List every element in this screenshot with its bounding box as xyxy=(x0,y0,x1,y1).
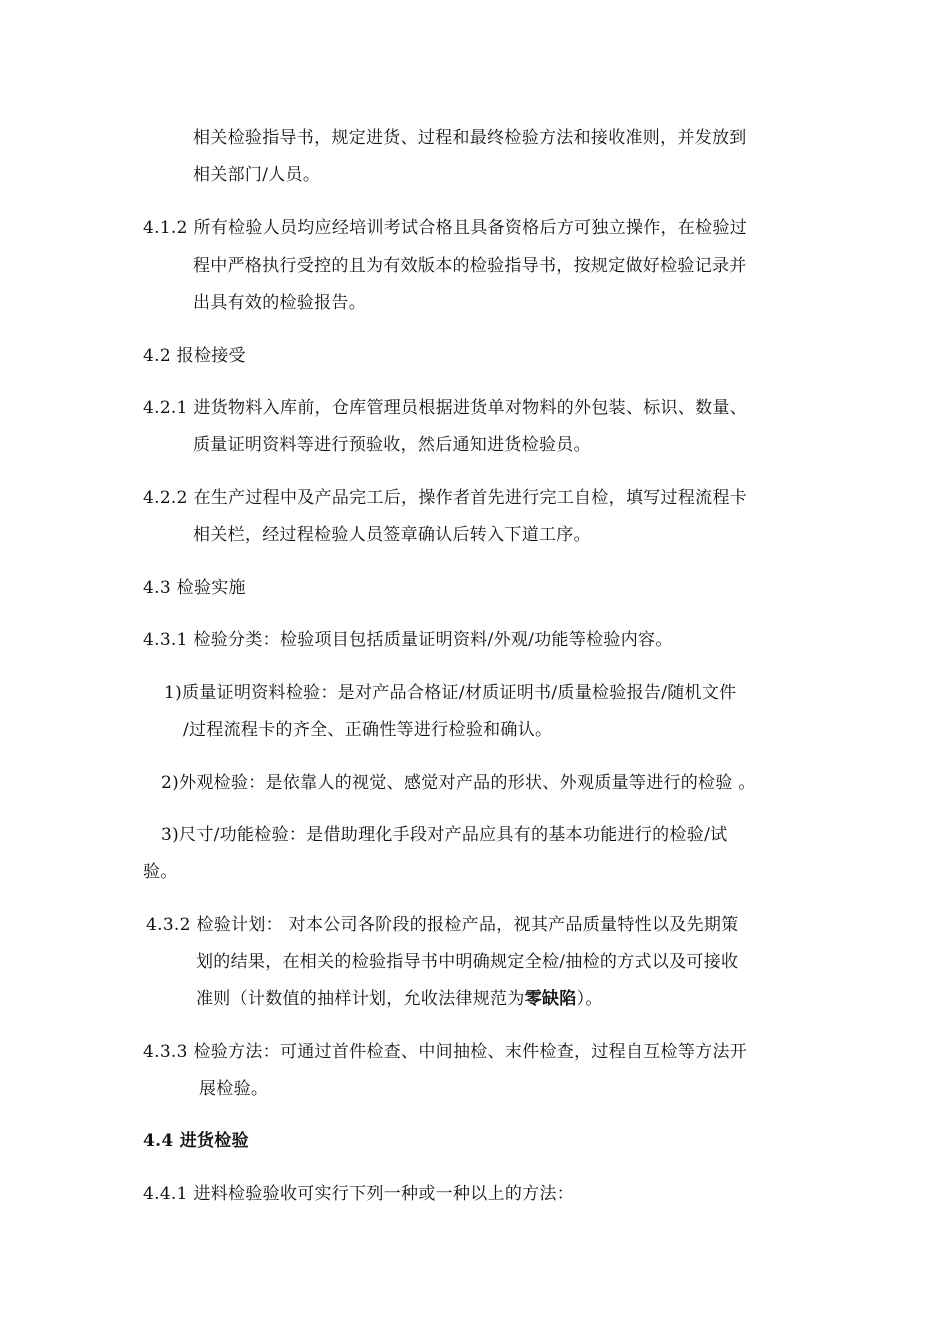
section-heading-4-2: 4.2 报检接受 xyxy=(143,346,246,366)
clause-4-2-1-line: 质量证明资料等进行预验收，然后通知进货检验员。 xyxy=(193,435,591,455)
section-heading-4-3: 4.3 检验实施 xyxy=(143,578,246,598)
list-item-1-line: 1)质量证明资料检验：是对产品合格证/材质证明书/质量检验报告/随机文件 xyxy=(164,683,737,703)
list-item-3-line: 验。 xyxy=(143,862,178,882)
list-item-3-line: 3)尺寸/功能检验：是借助理化手段对产品应具有的基本功能进行的检验/试 xyxy=(161,825,728,845)
section-heading-4-4: 4.4 进货检验 xyxy=(143,1131,249,1151)
paragraph-line: 相关检验指导书，规定进货、过程和最终检验方法和接收准则，并发放到 xyxy=(193,128,747,148)
clause-4-3-2-line: 划的结果，在相关的检验指导书中明确规定全检/抽检的方式以及可接收 xyxy=(196,952,739,972)
clause-4-1-2-line: 程中严格执行受控的且为有效版本的检验指导书，按规定做好检验记录并 xyxy=(193,256,747,276)
clause-4-2-1-line: 4.2.1 进货物料入库前，仓库管理员根据进货单对物料的外包装、标识、数量、 xyxy=(143,398,748,418)
clause-4-2-2-line: 4.2.2 在生产过程中及产品完工后，操作者首先进行完工自检，填写过程流程卡 xyxy=(143,488,748,508)
clause-4-4-1: 4.4.1 进料检验验收可实行下列一种或一种以上的方法： xyxy=(143,1184,575,1204)
clause-4-3-2-text-end: ）。 xyxy=(576,989,603,1009)
list-item-2: 2)外观检验：是依靠人的视觉、感觉对产品的形状、外观质量等进行的检验 。 xyxy=(161,773,756,793)
clause-4-3-2-text: 准则（计数值的抽样计划，允收法律规范为 xyxy=(196,989,525,1009)
paragraph-line: 相关部门/人员。 xyxy=(193,165,321,185)
clause-4-1-2-line: 出具有效的检验报告。 xyxy=(193,293,366,313)
clause-4-3-2-line: 4.3.2 检验计划： 对本公司各阶段的报检产品，视其产品质量特性以及先期策 xyxy=(146,915,739,935)
clause-4-3-2-line xyxy=(196,987,603,1011)
clause-4-3-1: 4.3.1 检验分类：检验项目包括质量证明资料/外观/功能等检验内容。 xyxy=(143,630,673,650)
clause-4-3-3-line: 4.3.3 检验方法：可通过首件检查、中间抽检、末件检查，过程自互检等方法开 xyxy=(143,1042,748,1062)
list-item-1-line: /过程流程卡的齐全、正确性等进行检验和确认。 xyxy=(183,720,553,740)
clause-4-1-2-line: 4.1.2 所有检验人员均应经培训考试合格且具备资格后方可独立操作，在检验过 xyxy=(143,218,748,238)
clause-4-3-3-line: 展检验。 xyxy=(199,1079,269,1099)
clause-4-2-2-line: 相关栏，经过程检验人员签章确认后转入下道工序。 xyxy=(193,525,591,545)
zero-defect-emphasis: 零缺陷 xyxy=(524,989,577,1009)
